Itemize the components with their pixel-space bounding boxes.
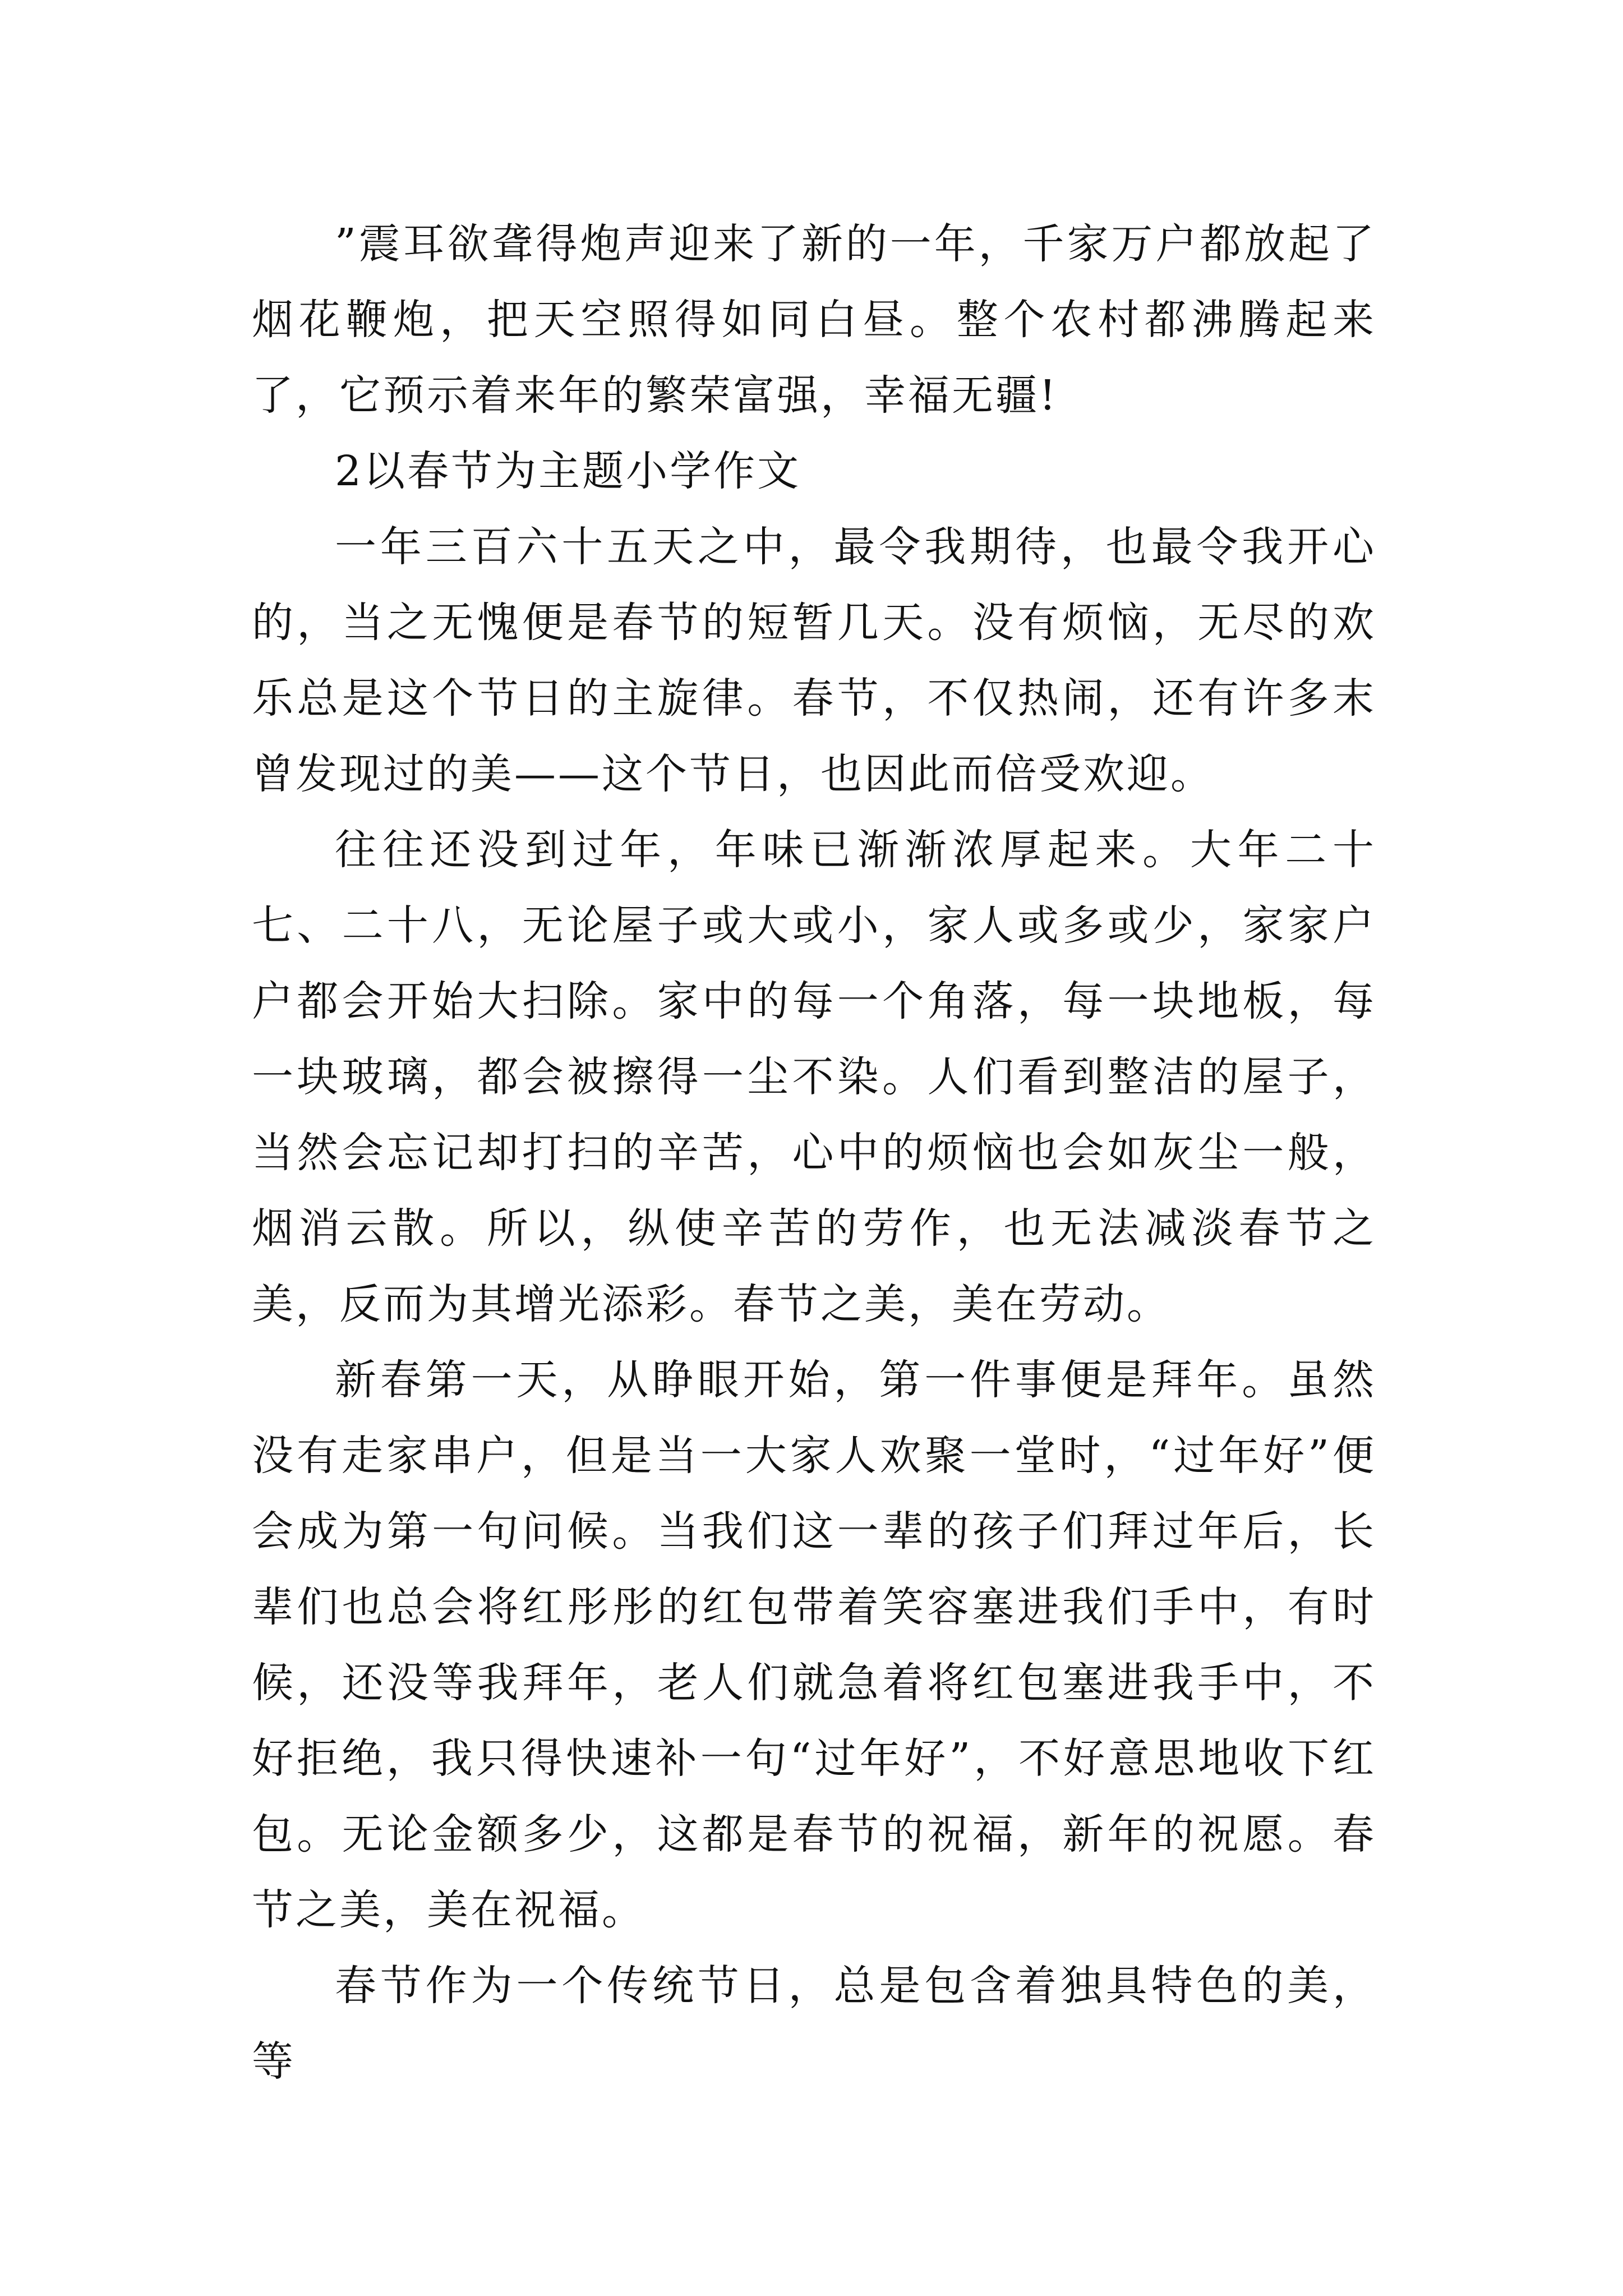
paragraph-fireworks: ”震耳欲聋得炮声迎来了新的一年，千家万户都放起了烟花鞭炮，把天空照得如同白昼。整个农村都沸腾起来了，它预示着来年的繁荣富强，幸福无疆!: [252, 220, 1376, 420]
paragraph-tradition: 春节作为一个传统节日，总是包含着独具特色的美，等: [252, 1962, 1376, 2086]
paragraph-new-year-greetings: 新春第一天，从睁眼开始，第一件事便是拜年。虽然没有走家串户，但是当一大家人欢聚一堂时，“过年好”便会成为第一句问候。当我们这一辈的孩子们拜过年后，长辈们也总会将红彤彤的红包带着笑容塞进我们手中，有时候，还没等我拜年，老人们就急着将红包塞进我手中，不好拒绝，我只得快速补一句“过年好”，不好意思地收下红包。无论金额多少，这都是春节的祝福，新年的祝愿。春节之美，美在祝福。: [252, 1356, 1376, 1934]
essay-body: [252, 206, 1376, 2100]
paragraph-cleaning: 往往还没到过年，年味已渐渐浓厚起来。大年二十七、二十八，无论屋子或大或小，家人或多或少，家家户户都会开始大扫除。家中的每一个角落，每一块地板，每一块玻璃，都会被擦得一尘不染。人们看到整洁的屋子，当然会忘记却打扫的辛苦，心中的烦恼也会如灰尘一般，烟消云散。所以，纵使辛苦的劳作，也无法减淡春节之美，反而为其增光添彩。春节之美，美在劳动。: [252, 826, 1376, 1328]
paragraph-intro: 一年三百六十五天之中，最令我期待，也最令我开心的，当之无愧便是春节的短暂几天。没有烦恼，无尽的欢乐总是这个节日的主旋律。春节，不仅热闹，还有许多末曾发现过的美——这个节日，也因此而倍受欢迎。: [252, 523, 1376, 798]
essay-title: 2以春节为主题小学作文: [335, 447, 801, 495]
